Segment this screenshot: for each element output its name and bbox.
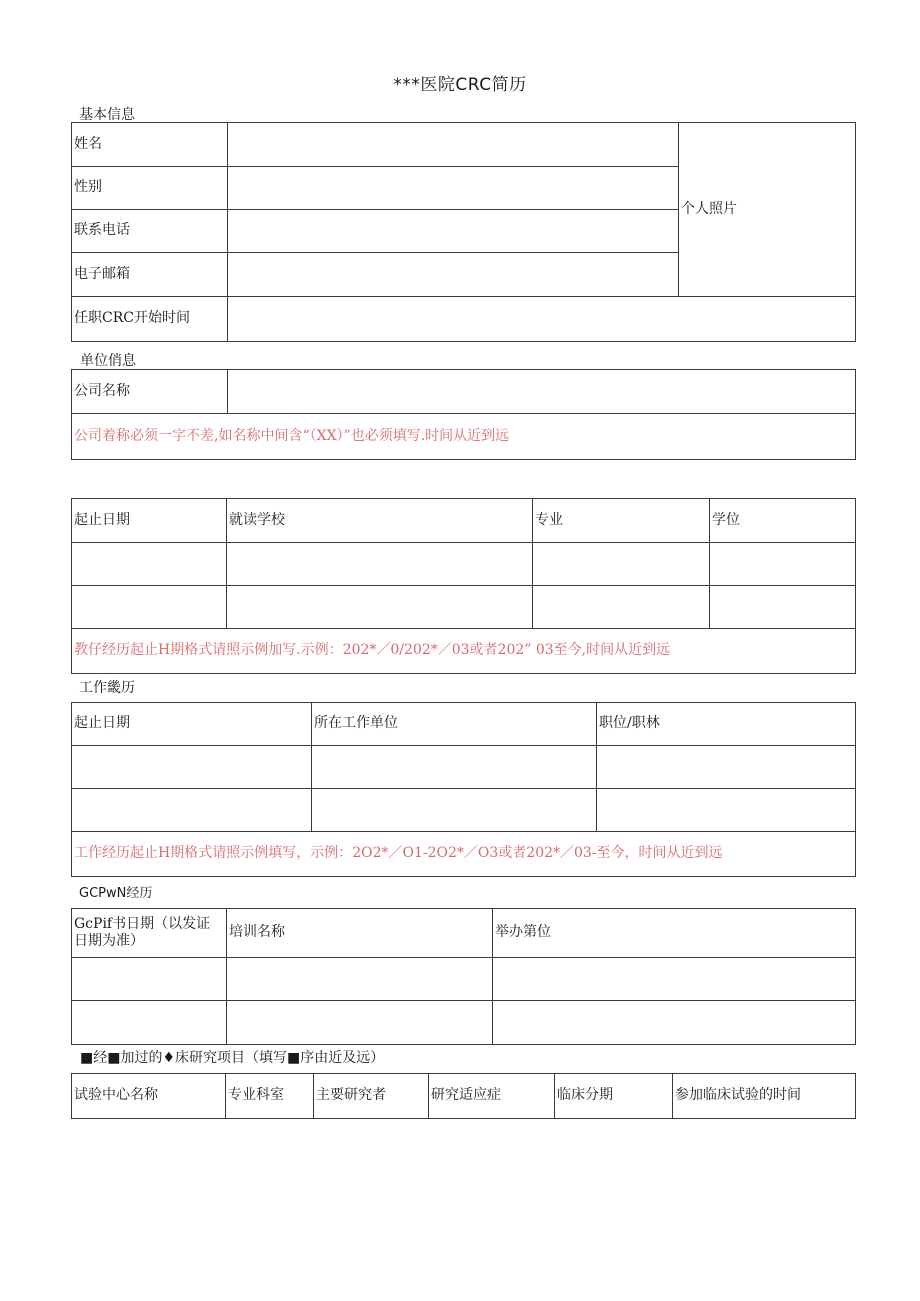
trials-heading: ■经■加过的♦床研究项目（填写■序由近及远） bbox=[80, 1050, 385, 1066]
work-header-dates: 起止日期 bbox=[72, 703, 312, 746]
company-name-field[interactable] bbox=[228, 370, 856, 414]
edu-major-cell[interactable] bbox=[533, 543, 710, 586]
company-note: 公司着称必须一字不差,如名称中间含“（XX）”也必须填写.时间从近到远 bbox=[72, 414, 856, 460]
table-row bbox=[72, 958, 856, 1001]
edu-major-cell[interactable] bbox=[533, 586, 710, 629]
gcp-organizer-cell[interactable] bbox=[493, 1001, 856, 1045]
gcp-heading: GCPwN经历 bbox=[79, 886, 153, 901]
email-field[interactable] bbox=[228, 253, 679, 297]
photo-box[interactable] bbox=[679, 123, 856, 297]
table-row bbox=[72, 746, 856, 789]
edu-school-cell[interactable] bbox=[227, 543, 533, 586]
edu-header-degree: 学位 bbox=[710, 499, 856, 543]
edu-degree-cell[interactable] bbox=[710, 543, 856, 586]
gcp-header-organizer: 举办第位 bbox=[493, 909, 856, 958]
work-position-cell[interactable] bbox=[597, 789, 856, 832]
work-dates-cell[interactable] bbox=[72, 789, 312, 832]
table-row bbox=[72, 1001, 856, 1045]
work-table bbox=[71, 702, 856, 877]
trials-table bbox=[71, 1073, 856, 1119]
education-note: 教仔经历起止H期格式请照示例加写.示例：202*／0/202*／03或者202” 03至今,时间从近到远 bbox=[72, 629, 856, 674]
company-name-label: 公司名称 bbox=[72, 370, 228, 414]
unit-info-table bbox=[71, 369, 856, 460]
table-row bbox=[72, 543, 856, 586]
work-position-cell[interactable] bbox=[597, 746, 856, 789]
education-table bbox=[71, 498, 856, 674]
trials-header-indication: 研究适应症 bbox=[429, 1074, 555, 1119]
photo-label: 个人照片 bbox=[681, 200, 737, 217]
edu-header-school: 就读学校 bbox=[227, 499, 533, 543]
edu-dates-cell[interactable] bbox=[72, 543, 227, 586]
work-heading: 工作畿历 bbox=[79, 680, 135, 696]
name-field[interactable] bbox=[228, 123, 679, 167]
edu-header-major: 专业 bbox=[533, 499, 710, 543]
trials-header-pi: 主要研究者 bbox=[314, 1074, 429, 1119]
phone-label: 联系电话 bbox=[72, 210, 228, 253]
gcp-date-cell[interactable] bbox=[72, 1001, 227, 1045]
trials-header-phase: 临床分期 bbox=[555, 1074, 673, 1119]
table-row bbox=[72, 789, 856, 832]
edu-school-cell[interactable] bbox=[227, 586, 533, 629]
gcp-table bbox=[71, 908, 856, 1045]
work-employer-cell[interactable] bbox=[312, 746, 597, 789]
trials-header-center: 试验中心名称 bbox=[72, 1074, 226, 1119]
unit-info-heading: 单位俏息 bbox=[80, 353, 136, 369]
trials-header-department: 专业科室 bbox=[226, 1074, 314, 1119]
email-label: 电子邮箱 bbox=[72, 253, 228, 297]
crc-start-label: 任职CRC开始时间 bbox=[72, 297, 228, 342]
gender-label: 性别 bbox=[72, 167, 228, 210]
basic-info-heading: 基本信息 bbox=[79, 107, 135, 123]
gcp-header-cert-date: GcPif书日期（以发证日期为准） bbox=[72, 909, 227, 958]
trials-header-time: 参加临床试验的时间 bbox=[673, 1074, 856, 1119]
gcp-training-cell[interactable] bbox=[227, 958, 493, 1001]
table-row bbox=[72, 586, 856, 629]
name-label: 姓名 bbox=[72, 123, 228, 167]
edu-header-dates: 起止日期 bbox=[72, 499, 227, 543]
gcp-header-training: 培训名称 bbox=[227, 909, 493, 958]
basic-info-table bbox=[71, 122, 856, 342]
gcp-date-cell[interactable] bbox=[72, 958, 227, 1001]
page-title: ***医院CRC简历 bbox=[393, 75, 527, 95]
work-employer-cell[interactable] bbox=[312, 789, 597, 832]
gcp-training-cell[interactable] bbox=[227, 1001, 493, 1045]
edu-degree-cell[interactable] bbox=[710, 586, 856, 629]
edu-dates-cell[interactable] bbox=[72, 586, 227, 629]
phone-field[interactable] bbox=[228, 210, 679, 253]
work-dates-cell[interactable] bbox=[72, 746, 312, 789]
gcp-organizer-cell[interactable] bbox=[493, 958, 856, 1001]
work-note: 工作经历起止H期格式请照示例填写，示例：2O2*／O1-2O2*／O3或者202*／03-至今，时间从近到远 bbox=[72, 832, 856, 877]
crc-start-field[interactable] bbox=[228, 297, 856, 342]
gender-field[interactable] bbox=[228, 167, 679, 210]
work-header-employer: 所在工作单位 bbox=[312, 703, 597, 746]
work-header-position: 职位/职林 bbox=[597, 703, 856, 746]
